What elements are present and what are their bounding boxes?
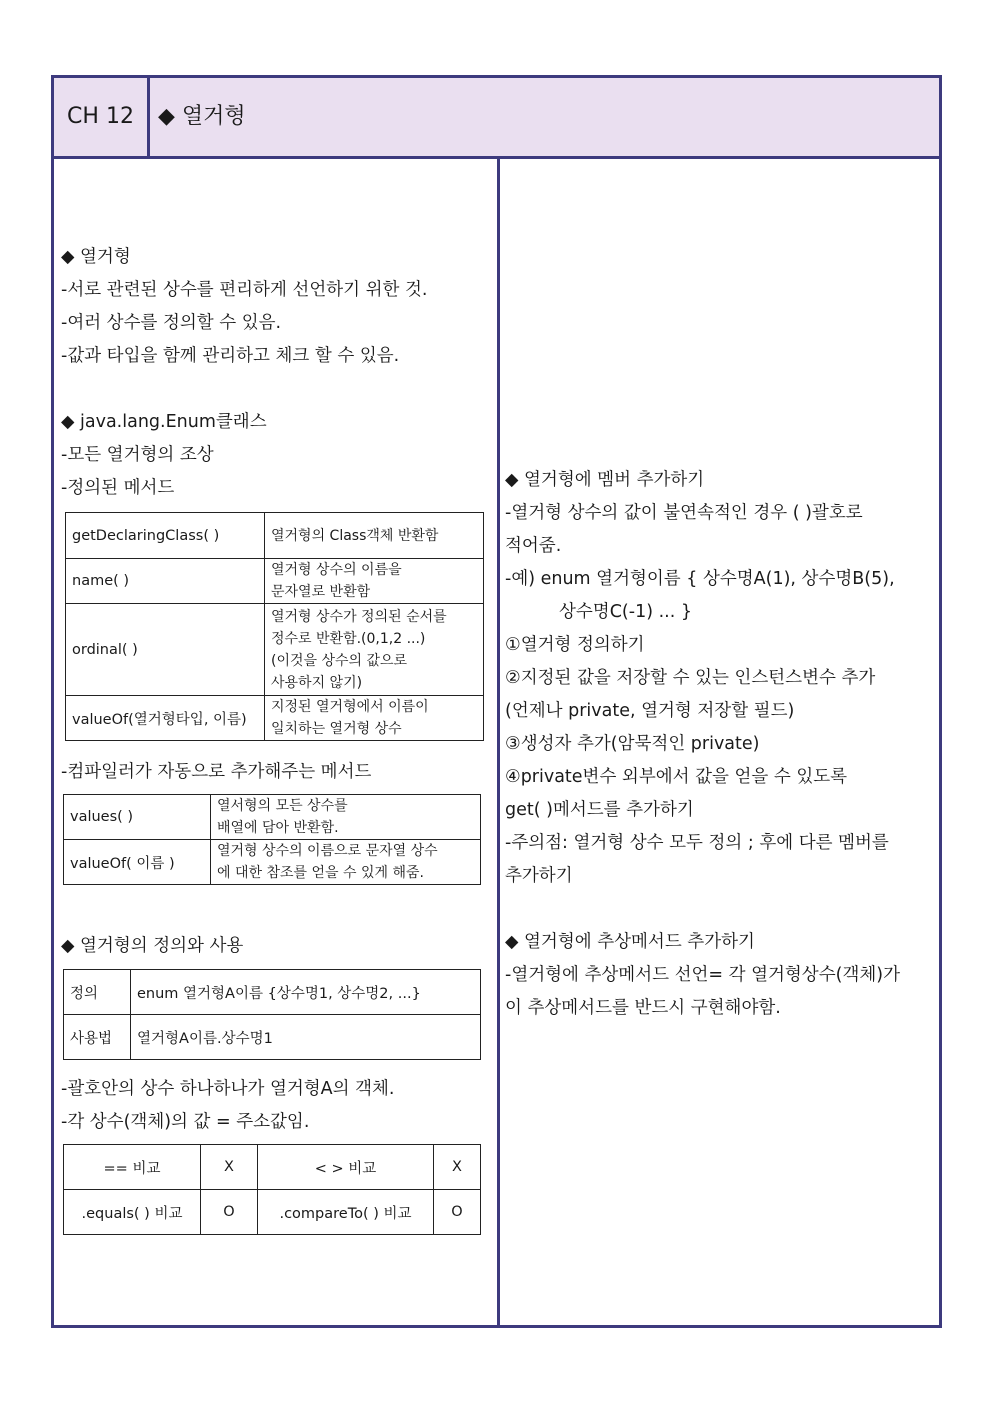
table-row [64, 1190, 481, 1235]
text-line: -열거형에 추상메서드 선언= 각 열거형상수(객체)가 [505, 965, 900, 985]
table-row [64, 840, 481, 885]
row-label: 사용법 [64, 1015, 131, 1060]
table-row [66, 604, 484, 696]
method-name: valueOf( 이름 ) [64, 840, 211, 885]
method-name: getDeclaringClass( ) [66, 513, 265, 559]
text-line: -정의된 메서드 [61, 478, 175, 498]
section-title-definition: ◆ 열거형의 정의와 사용 [61, 936, 244, 956]
method-name: values( ) [64, 795, 211, 840]
row-value: enum 열거형A이름 {상수명1, 상수명2, ...} [131, 970, 481, 1015]
method-desc: 지정된 열거형에서 이름이 일치하는 열거형 상수 [265, 696, 484, 741]
text-line: 상수명C(-1) ... } [559, 602, 692, 622]
table-row [66, 513, 484, 559]
text-line: -서로 관련된 상수를 편리하게 선언하기 위한 것. [61, 280, 428, 300]
text-line: ①열거형 정의하기 [505, 635, 645, 655]
text-line: -여러 상수를 정의할 수 있음. [61, 313, 282, 333]
text-line: -열거형 상수의 값이 불연속적인 경우 ( )괄호로 [505, 503, 863, 523]
table-row [64, 1145, 481, 1190]
method-desc: 열거형 상수의 이름으로 문자열 상수 에 대한 참조를 얻을 수 있게 해줌. [211, 840, 481, 885]
table-row [64, 970, 481, 1015]
method-desc: 열거형의 Class객체 반환함 [265, 513, 484, 559]
text-line: ④private변수 외부에서 값을 얻을 수 있도록 [505, 767, 848, 787]
compare-cell: O [201, 1190, 258, 1235]
method-name: valueOf(열거형타입, 이름) [66, 696, 265, 741]
text-line: -괄호안의 상수 하나하나가 열거형A의 객체. [61, 1079, 395, 1099]
text-line: get( )메서드를 추가하기 [505, 800, 694, 820]
section-title-enum-class: ◆ java.lang.Enum클래스 [61, 412, 267, 432]
section-title-abstract-methods: ◆ 열거형에 추상메서드 추가하기 [505, 932, 755, 952]
text-line: -값과 타입을 함께 관리하고 체크 할 수 있음. [61, 346, 400, 366]
compare-cell: .equals( ) 비교 [64, 1190, 201, 1235]
page-title: ◆ 열거형 [158, 104, 246, 129]
row-value: 열거형A이름.상수명1 [131, 1015, 481, 1060]
text-line: 적어줌. [505, 536, 562, 556]
table-row [64, 1015, 481, 1060]
text-line: -각 상수(객체)의 값 = 주소값임. [61, 1112, 310, 1132]
compare-cell: < > 비교 [258, 1145, 434, 1190]
compare-table [63, 1144, 481, 1235]
compare-cell: == 비교 [64, 1145, 201, 1190]
chapter-header [54, 78, 939, 159]
compare-cell: X [434, 1145, 481, 1190]
table-row [64, 795, 481, 840]
table-row [66, 559, 484, 604]
method-name: ordinal( ) [66, 604, 265, 696]
compare-cell: X [201, 1145, 258, 1190]
section-title-enum: ◆ 열거형 [61, 247, 131, 267]
text-line: -주의점: 열거형 상수 모두 정의 ; 후에 다른 멤버를 [505, 833, 889, 853]
text-line: (언제나 private, 열거형 저장할 필드) [505, 701, 795, 721]
text-line: 이 추상메서드를 반드시 구현해야함. [505, 998, 781, 1018]
method-desc: 열거형 상수의 이름을 문자열로 반환함 [265, 559, 484, 604]
definition-table [63, 969, 481, 1060]
text-line: ②지정된 값을 저장할 수 있는 인스턴스변수 추가 [505, 668, 876, 688]
row-label: 정의 [64, 970, 131, 1015]
text-line: 추가하기 [505, 866, 573, 886]
method-desc: 열서형의 모든 상수를 배열에 담아 반환함. [211, 795, 481, 840]
compare-cell: O [434, 1190, 481, 1235]
auto-methods-table [63, 794, 481, 885]
text-line: -컴파일러가 자동으로 추가해주는 메서드 [61, 762, 372, 782]
text-line: -모든 열거형의 조상 [61, 445, 214, 465]
column-divider [497, 159, 500, 1328]
method-desc: 열거형 상수가 정의된 순서를 정수로 반환함.(0,1,2 ...) (이것을 상수의 값으로 사용하지 않기) [265, 604, 484, 696]
chapter-label: CH 12 [54, 78, 150, 156]
methods-table [65, 512, 484, 741]
compare-cell: .compareTo( ) 비교 [258, 1190, 434, 1235]
method-name: name( ) [66, 559, 265, 604]
text-line: -예) enum 열거형이름 { 상수명A(1), 상수명B(5), [505, 569, 895, 589]
text-line: ③생성자 추가(암묵적인 private) [505, 734, 760, 754]
section-title-add-members: ◆ 열거형에 멤버 추가하기 [505, 470, 705, 490]
table-row [66, 696, 484, 741]
